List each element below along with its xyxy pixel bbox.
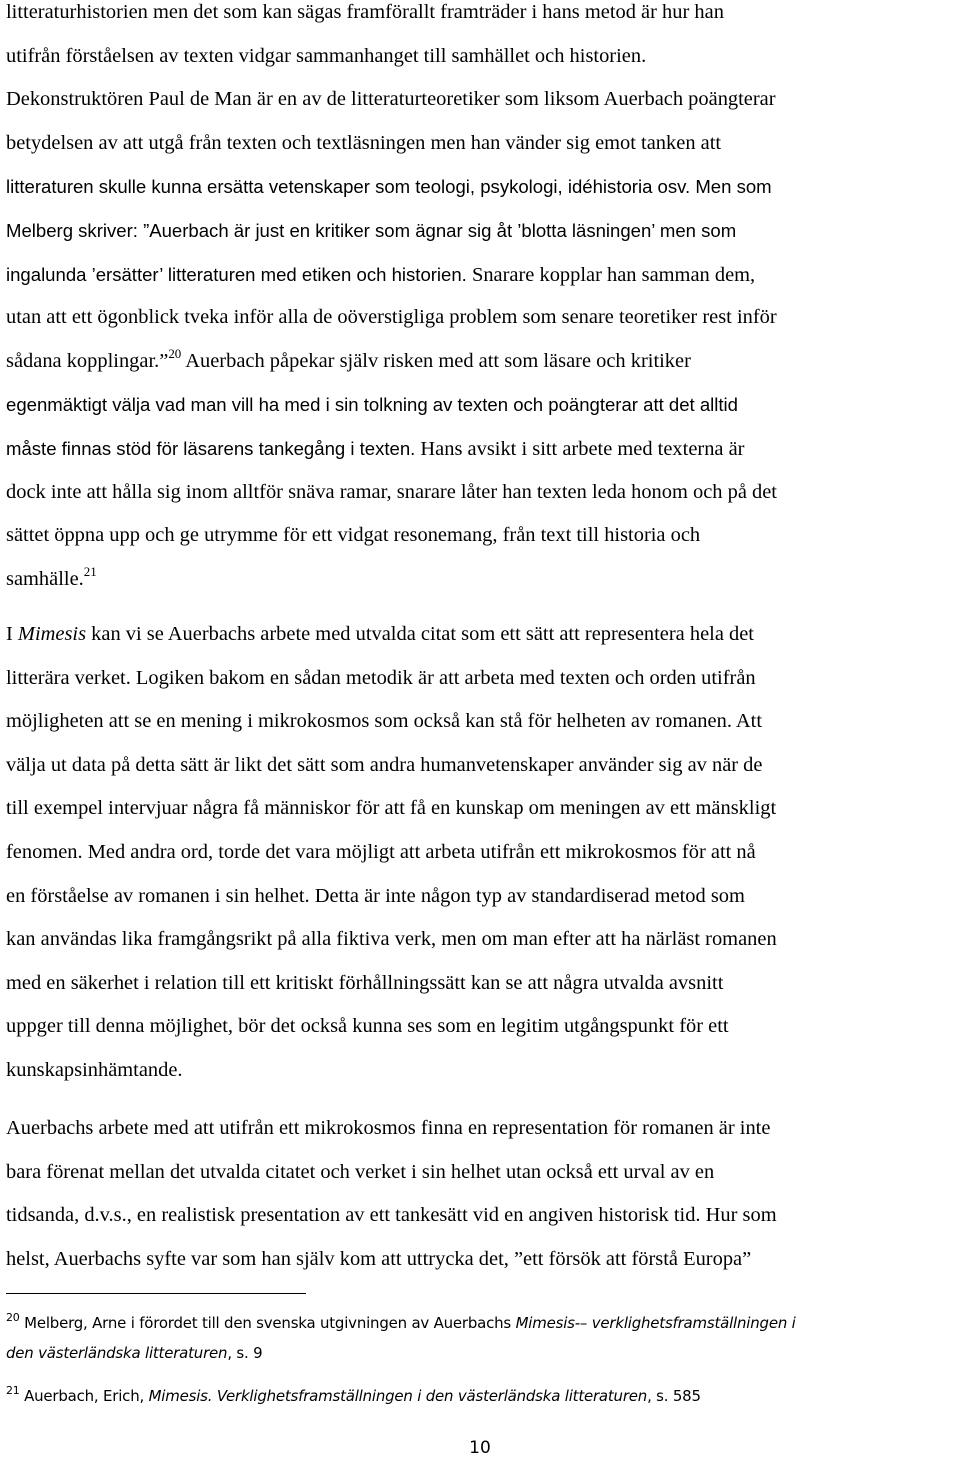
text-line <box>6 558 960 602</box>
text-line: helst, Auerbachs syfte var som han själv kom att uttrycka det, ”ett försök att förstå Europa” <box>6 1247 752 1270</box>
text-run: Hans avsikt i sitt arbete med texterna är <box>415 437 745 460</box>
footnote-line <box>6 1338 960 1368</box>
text-line <box>6 253 960 297</box>
text-line: utan att ett ögonblick tveka inför alla de oöverstigliga problem som senare teoretiker rest inför <box>6 306 777 329</box>
footnote-ref-20: 20 <box>168 345 182 361</box>
footnote-20 <box>6 1308 960 1368</box>
text-line: sättet öppna upp och ge utrymme för ett vidgat resonemang, från text till historia och <box>6 524 701 547</box>
text-line: Auerbachs arbete med att utifrån ett mikrokosmos finna en representation för romanen är inte <box>6 1117 771 1139</box>
text-run: ingalunda ’ersätter’ litteraturen med etiken och historien. <box>6 263 467 285</box>
page-number: 10 <box>469 1438 491 1458</box>
text-line: till exempel intervjuar några få människor för att få en kunskap om meningen av ett mänskligt <box>6 797 777 820</box>
book-title: Mimesis <box>17 623 87 645</box>
text-run: , s. 9 <box>227 1344 263 1362</box>
footnote-line <box>6 1308 960 1338</box>
text-line: litteraturhistorien men det som kan sägas framförallt framträder i hans metod är hur han <box>6 1 724 23</box>
text-line: kunskapsinhämtande. <box>6 1058 183 1081</box>
text-run: den västerländska litteraturen <box>6 1344 228 1362</box>
text-run: Auerbach påpekar själv risken med att som läsare och kritiker <box>181 349 691 372</box>
text-run: Melberg, Arne i förordet till den svenska utgivningen av Auerbachs <box>19 1314 516 1332</box>
text-line: tidsanda, d.v.s., en realistisk presentation av ett tankesätt vid en angiven historisk tid. Hur som <box>6 1204 777 1227</box>
text-line: uppger till denna möjlighet, bör det också kunna ses som en legitim utgångspunkt för ett <box>6 1015 729 1038</box>
footnote-line <box>6 1381 960 1411</box>
text-run: måste finnas stöd för läsarens tankegång i texten. <box>6 437 416 459</box>
paragraph-3 <box>6 1107 960 1281</box>
text-line: Melberg skriver: ”Auerbach är just en kritiker som ägnar sig åt ’blotta läsningen’ men som <box>6 219 737 241</box>
text-run: sådana kopplingar.” <box>6 349 169 372</box>
text-line: Dekonstruktören Paul de Man är en av de litteraturteoretiker som liksom Auerbach poängterar <box>6 88 776 111</box>
text-run: litteraturen skulle kunna ersätta vetenskaper som teologi, psykologi, idéhistoria osv. <box>6 176 691 198</box>
text-run: samhälle. <box>6 567 84 590</box>
text-line <box>6 613 960 657</box>
text-run: , s. 585 <box>647 1387 701 1405</box>
text-run: kan vi se Auerbachs arbete med utvalda citat som ett sätt att representera hela det <box>86 623 754 645</box>
text-line: bara förenat mellan det utvalda citatet och verket i sin helhet utan också ett urval av en <box>6 1160 715 1183</box>
text-line: fenomen. Med andra ord, torde det vara möjligt att arbeta utifrån ett mikrokosmos för att nå <box>6 840 756 863</box>
text-line: egenmäktigt välja vad man vill ha med i sin tolkning av texten och poängterar att det alltid <box>6 394 738 416</box>
text-run: Men som <box>690 176 772 198</box>
text-line: möjligheten att se en mening i mikrokosmos som också kan stå för helheten av romanen. Att <box>6 710 763 733</box>
text-line <box>6 427 960 471</box>
text-run: Auerbach, Erich, <box>19 1387 149 1405</box>
text-line: betydelsen av att utgå från texten och textläsningen men han vänder sig emot tanken att <box>6 131 722 154</box>
text-line: välja ut data på detta sätt är likt det sätt som andra humanvetenskaper använder sig av när de <box>6 753 763 776</box>
paragraph-1 <box>6 0 960 601</box>
text-line: utifrån förståelsen av texten vidgar sammanhanget till samhället och historien. <box>6 44 647 67</box>
text-line <box>6 340 960 384</box>
footnote-number: 21 <box>6 1384 20 1397</box>
text-run: Snarare kopplar han samman dem, <box>466 263 756 286</box>
footnote-number: 20 <box>6 1311 20 1324</box>
text-line: dock inte att hålla sig inom alltför snäva ramar, snarare låter han texten leda honom och på det <box>6 480 777 503</box>
text-run: I <box>6 623 18 645</box>
text-line: kan användas lika framgångsrikt på alla fiktiva verk, men om man efter att ha närläst romanen <box>6 928 777 951</box>
text-line: litterära verket. Logiken bakom en sådan metodik är att arbeta med texten och orden utifrån <box>6 666 756 689</box>
text-line: en förståelse av romanen i sin helhet. Detta är inte någon typ av standardiserad metod som <box>6 884 745 907</box>
text-run: Mimesis. Verklighetsframställningen i den västerländska litteraturen <box>148 1387 648 1405</box>
text-line: med en säkerhet i relation till ett kritiskt förhållningssätt kan se att några utvalda avsnitt <box>6 971 724 994</box>
paragraph-2 <box>6 613 960 1093</box>
text-run: Mimesis-– verklighetsframställningen i <box>515 1314 796 1332</box>
footnote-ref-21: 21 <box>83 563 97 579</box>
footnote-21 <box>6 1381 960 1411</box>
text-line <box>6 165 960 209</box>
footnote-divider <box>6 1293 306 1294</box>
